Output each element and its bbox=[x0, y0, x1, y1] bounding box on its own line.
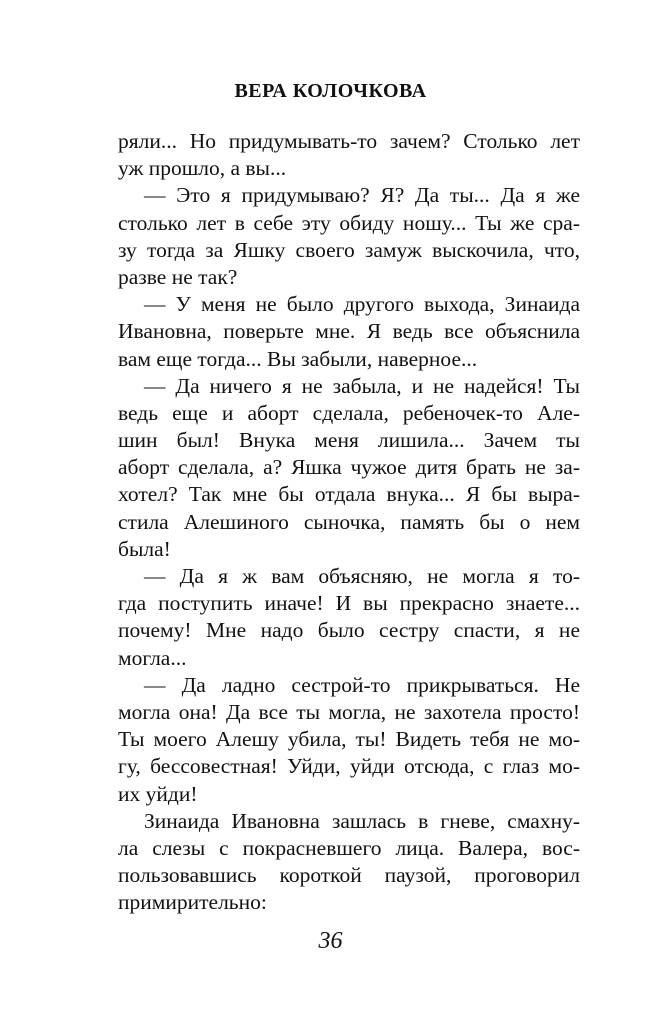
text-line: разве не так? bbox=[118, 264, 238, 289]
text-line: — У меня не было другого выхода, Зинаида bbox=[144, 292, 580, 317]
text-line: могла... bbox=[118, 645, 187, 670]
text-line: уж прошло, а вы... bbox=[118, 156, 287, 181]
text-line: гда поступить иначе! И вы прекрасно знаете... bbox=[118, 591, 580, 616]
text-line: хотел? Так мне бы отдала внука... Я бы выра- bbox=[118, 482, 580, 507]
text-line: могла она! Да все ты могла, не захотела просто! bbox=[118, 699, 580, 724]
text-line: Ты моего Алешу убила, ты! Видеть тебя не мо- bbox=[118, 727, 580, 752]
text-line: ведь еще и аборт сделала, ребеночек-то Але- bbox=[118, 400, 580, 425]
text-line: ла слезы с покрасневшего лица. Валера, вос- bbox=[118, 835, 580, 860]
text-line: — Да я ж вам объясняю, не могла я то- bbox=[144, 564, 580, 588]
text-line: — Да ладно сестрой-то прикрываться. Не bbox=[144, 672, 580, 697]
text-line: гу, бессовестная! Уйди, уйди отсюда, с глаз мо- bbox=[118, 754, 580, 779]
text-line: примирительно: bbox=[118, 890, 267, 915]
text-line: ряли... Но придумывать-то зачем? Столько лет bbox=[118, 129, 580, 153]
text-line: Ивановна, поверьте мне. Я ведь все объяснила bbox=[118, 319, 580, 344]
text-line: аборт сделала, а? Яшка чужое дитя брать не за- bbox=[118, 455, 580, 480]
running-header: ВЕРА КОЛОЧКОВА bbox=[234, 80, 427, 102]
body-text bbox=[118, 128, 580, 916]
text-line: Зинаида Ивановна зашлась в гневе, смахну- bbox=[144, 808, 580, 833]
text-line: — Да ничего я не забыла, и не надейся! Ты bbox=[144, 373, 580, 398]
text-line: их уйди! bbox=[118, 781, 198, 806]
text-line: почему! Мне надо было сестру спасти, я не bbox=[118, 618, 580, 643]
text-line: столько лет в себе эту обиду ношу... Ты же сра- bbox=[118, 210, 580, 235]
text-line: пользовавшись короткой паузой, проговорил bbox=[118, 863, 580, 888]
text-line: была! bbox=[118, 536, 171, 561]
text-line: зу тогда за Яшку своего замуж выскочила, что, bbox=[118, 237, 580, 262]
text-line: вам еще тогда... Вы забыли, наверное... bbox=[118, 346, 478, 371]
text-line: — Это я придумываю? Я? Да ты... Да я же bbox=[144, 183, 580, 208]
page-number: 36 bbox=[318, 928, 343, 954]
text-line: стила Алешиного сыночка, память бы о нем bbox=[118, 509, 580, 534]
text-line: шин был! Внука меня лишила... Зачем ты bbox=[118, 428, 580, 453]
